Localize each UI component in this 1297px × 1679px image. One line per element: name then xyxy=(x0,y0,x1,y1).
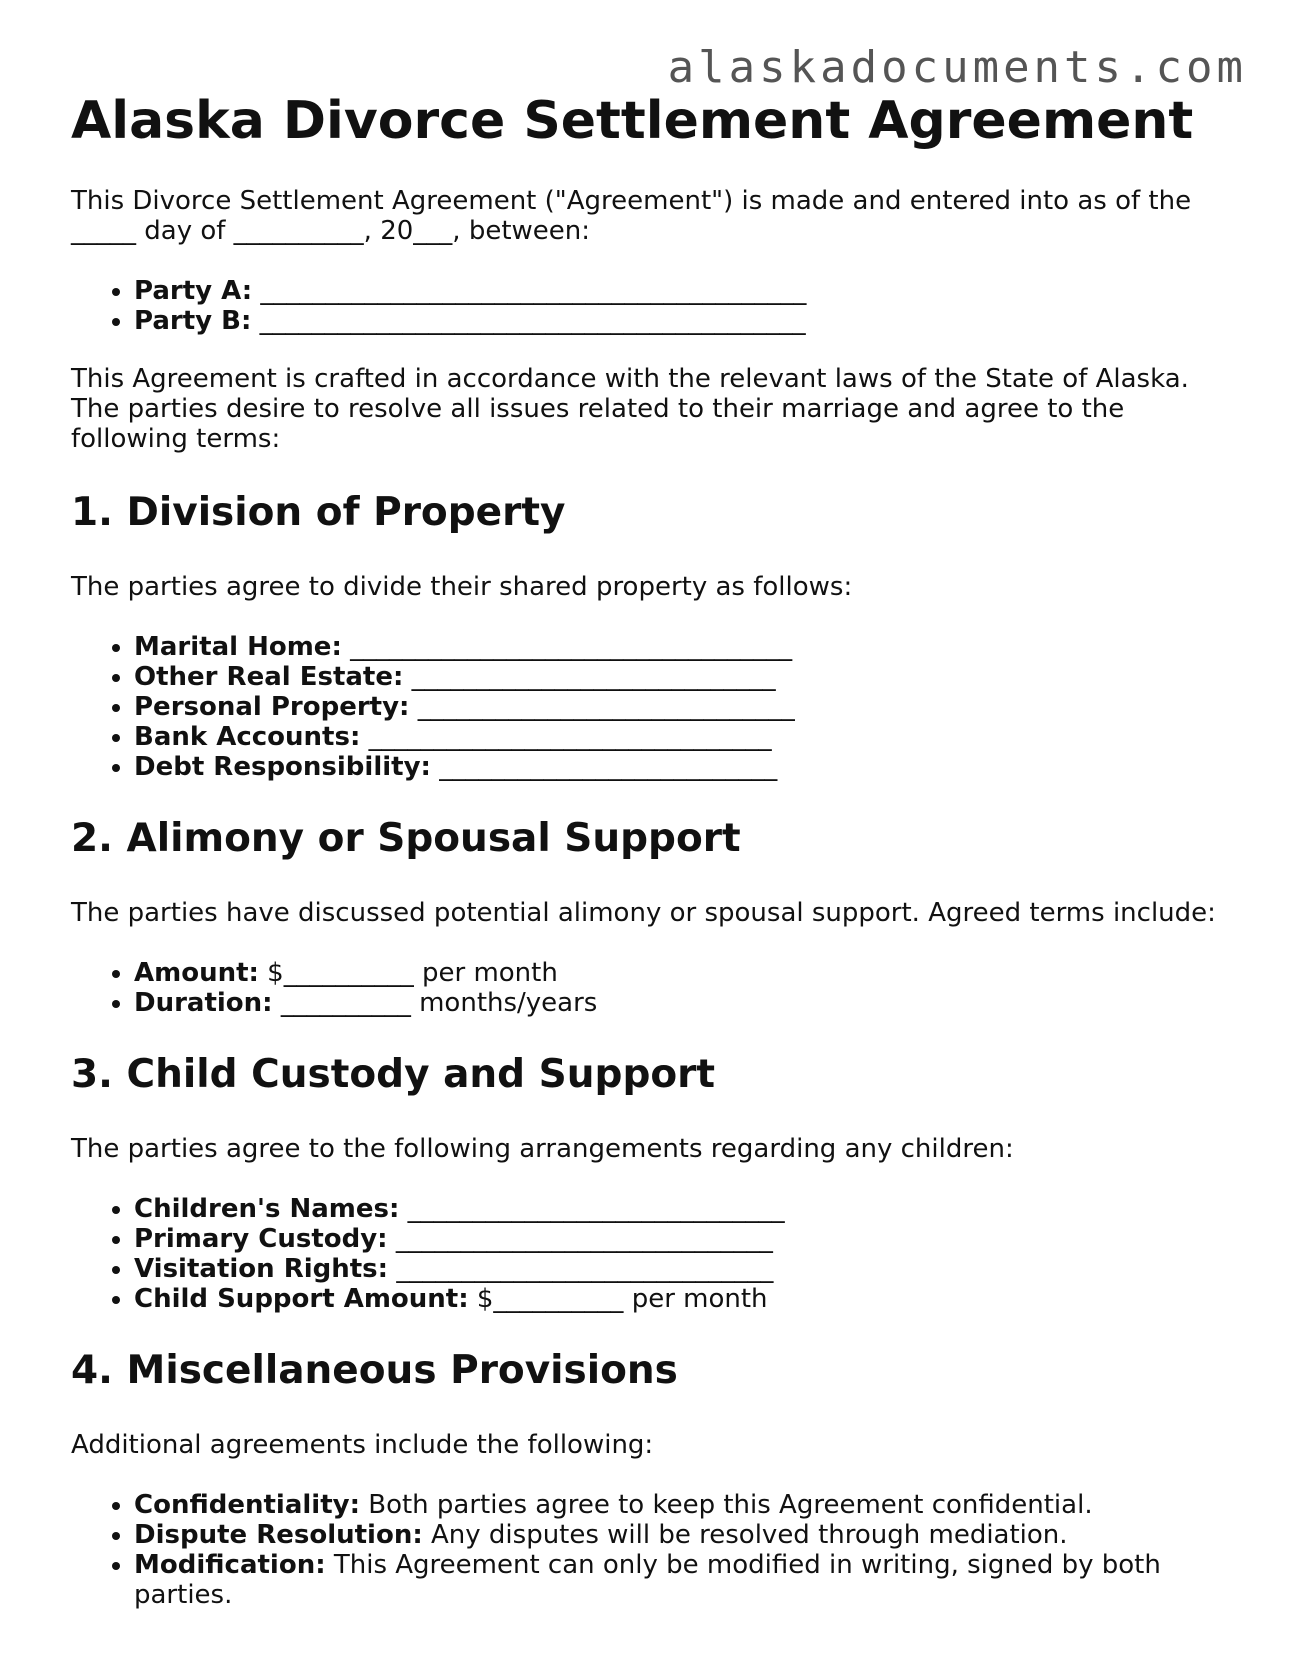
intro-paragraph: This Divorce Settlement Agreement ("Agreement") is made and entered into as of the _____ day of __________, 20___, between: xyxy=(71,186,1192,246)
field-label: Amount: xyxy=(134,958,259,988)
section-heading-custody: 3. Child Custody and Support xyxy=(71,1052,716,1097)
field-label: Confidentiality: xyxy=(134,1490,360,1520)
alimony-list xyxy=(71,958,1231,1018)
list-item-party-b xyxy=(134,306,1231,336)
provision-text: Any disputes will be resolved through mediation. xyxy=(422,1520,1068,1550)
list-item xyxy=(134,722,1231,752)
section-heading-alimony: 2. Alimony or Spousal Support xyxy=(71,816,741,861)
list-item xyxy=(134,958,1231,988)
parties-list xyxy=(71,276,1231,336)
site-watermark: alaskadocuments.com xyxy=(667,42,1247,93)
field-label: Children's Names: xyxy=(134,1194,400,1224)
field-label: Party B: xyxy=(134,306,252,336)
list-item xyxy=(134,1550,1231,1610)
field-blank: _______________________________ xyxy=(360,722,772,752)
provision-text: This Agreement can only be modified in writing, signed by both parties. xyxy=(134,1550,1161,1610)
section-lead-alimony: The parties have discussed potential alimony or spousal support. Agreed terms include: xyxy=(71,898,1216,928)
preamble-paragraph: This Agreement is crafted in accordance with the relevant laws of the State of Alaska. The parties desire to resolve all issues related to their marriage and agree to the following terms: xyxy=(71,364,1189,454)
misc-list xyxy=(71,1490,1231,1610)
field-label: Party A: xyxy=(134,276,253,306)
field-blank: $__________ per month xyxy=(468,1284,768,1314)
field-blank: __________________________________________ xyxy=(252,276,807,306)
field-blank: ____________________________ xyxy=(403,662,776,692)
list-item xyxy=(134,1490,1231,1520)
section-lead-misc: Additional agreements include the following: xyxy=(71,1430,654,1460)
field-label: Bank Accounts: xyxy=(134,722,361,752)
field-blank: _____________________________ xyxy=(409,692,795,722)
field-label: Duration: xyxy=(134,988,273,1018)
field-label: Modification: xyxy=(134,1550,326,1580)
field-blank: _____________________________ xyxy=(388,1254,774,1284)
list-item-party-a xyxy=(134,276,1231,306)
field-blank: __________ months/years xyxy=(272,988,598,1018)
field-label: Child Support Amount: xyxy=(134,1284,469,1314)
field-blank: __________________________________________ xyxy=(251,306,806,336)
list-item xyxy=(134,1520,1231,1550)
field-label: Primary Custody: xyxy=(134,1224,388,1254)
custody-list xyxy=(71,1194,1231,1314)
field-label: Other Real Estate: xyxy=(134,662,404,692)
field-blank: __________________________________ xyxy=(341,632,793,662)
document-title: Alaska Divorce Settlement Agreement xyxy=(71,91,1194,151)
section-lead-property: The parties agree to divide their shared property as follows: xyxy=(71,572,853,602)
list-item xyxy=(134,662,1231,692)
property-list xyxy=(71,632,1231,782)
list-item xyxy=(134,1224,1231,1254)
list-item xyxy=(134,692,1231,722)
field-label: Personal Property: xyxy=(134,692,410,722)
list-item xyxy=(134,1194,1231,1224)
field-label: Debt Responsibility: xyxy=(134,752,431,782)
list-item xyxy=(134,632,1231,662)
list-item xyxy=(134,1284,1231,1314)
list-item xyxy=(134,1254,1231,1284)
provision-text: Both parties agree to keep this Agreement confidential. xyxy=(359,1490,1093,1520)
field-blank: $__________ per month xyxy=(258,958,558,988)
field-blank: __________________________ xyxy=(430,752,778,782)
field-label: Marital Home: xyxy=(134,632,342,662)
field-blank: _____________________________ xyxy=(399,1194,785,1224)
section-heading-misc: 4. Miscellaneous Provisions xyxy=(71,1348,678,1393)
list-item xyxy=(134,988,1231,1018)
section-lead-custody: The parties agree to the following arrangements regarding any children: xyxy=(71,1134,1014,1164)
field-label: Visitation Rights: xyxy=(134,1254,389,1284)
list-item xyxy=(134,752,1231,782)
field-label: Dispute Resolution: xyxy=(134,1520,423,1550)
document-page xyxy=(71,86,1231,1638)
section-heading-property: 1. Division of Property xyxy=(71,490,566,535)
field-blank: _____________________________ xyxy=(387,1224,773,1254)
